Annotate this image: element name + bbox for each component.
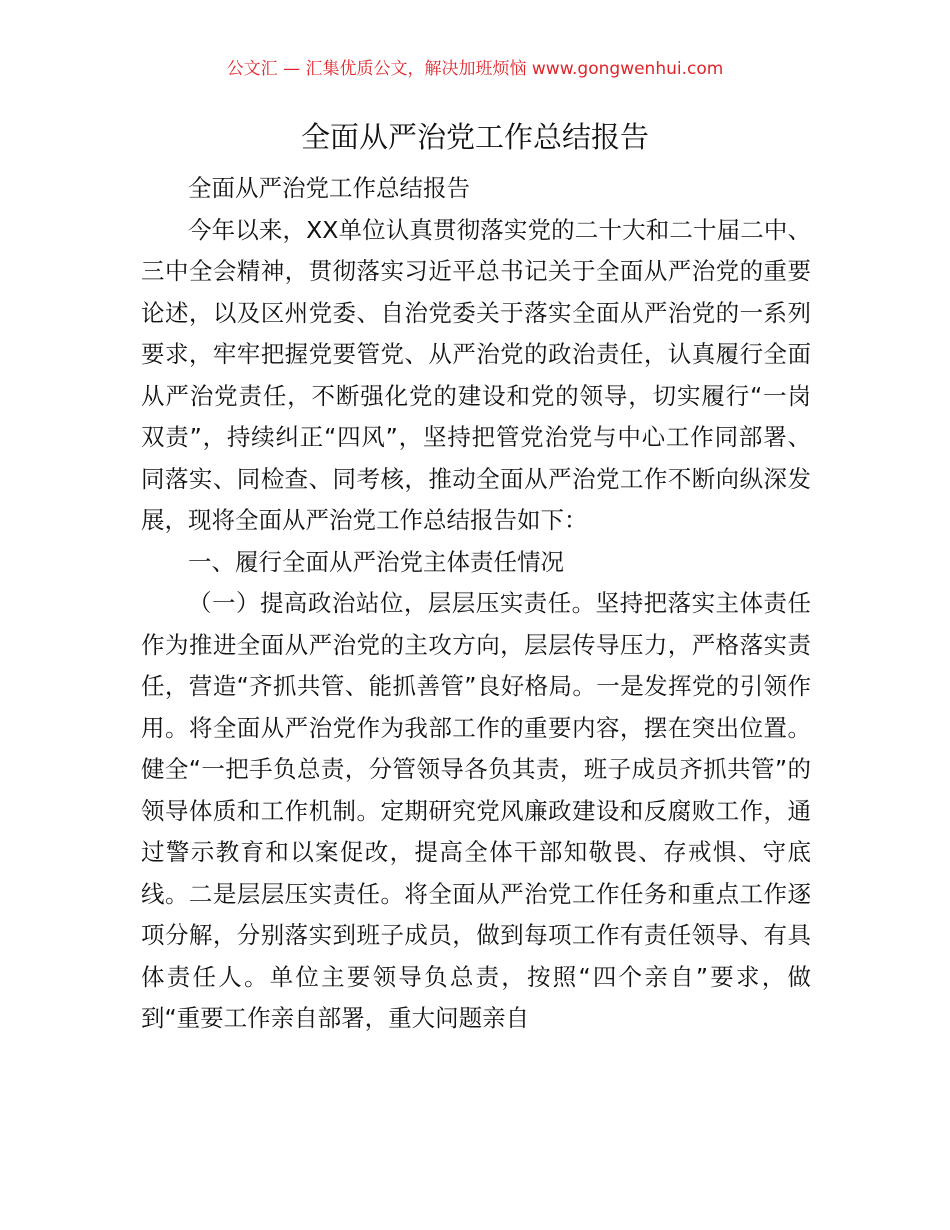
document-title: 全面从严治党工作总结报告 [300,120,649,154]
site-banner: 公文汇 — 汇集优质公文，解决加班烦恼 www.gongwenhui.com [226,59,724,79]
section-1-paragraph-1: （一）提高政治站位，层层压实责任。坚持把落实主体责任作为推进全面从严治党的主攻方向，层层传导压力，严格落实责任，营造“齐抓共管、能抓善管”良好格局。一是发挥党的引领作用。将全面从严治党作为我部工作的重要内容，摆在突出位置。健全“一把手负总责，分管领导各负其责，班子成员齐抓共管”的领导体质和工作机制。定期研究党风廉政建设和反腐败工作，通过警示教育和以案促改，提高全体干部知敬畏、存戒惧、守底线。二是层层压实责任。将全面从严治党工作任务和重点工作逐项分解，分别落实到班子成员，做到每项工作有责任领导、有具体责任人。单位主要领导负总责，按照“四个亲自”要求，做到“重要工作亲自部署，重大问题亲自 [141,589,811,1032]
document-subtitle: 全面从严治党工作总结报告 [188,174,470,202]
document-body [141,168,811,1040]
intro-paragraph: 今年以来，XX单位认真贯彻落实党的二十大和二十届二中、三中全会精神，贯彻落实习近平总书记关于全面从严治党的重要论述，以及区州党委、自治党委关于落实全面从严治党的一系列要求，牢牢把握党要管党、从严治党的政治责任，认真履行全面从严治党责任，不断强化党的建设和党的领导，切实履行“一岗双责”，持续纠正“四风”，坚持把管党治党与中心工作同部署、同落实、同检查、同考核，推动全面从严治党工作不断向纵深发展，现将全面从严治党工作总结报告如下： [141,215,811,534]
section-heading-1: 一、履行全面从严治党主体责任情况 [188,547,564,576]
